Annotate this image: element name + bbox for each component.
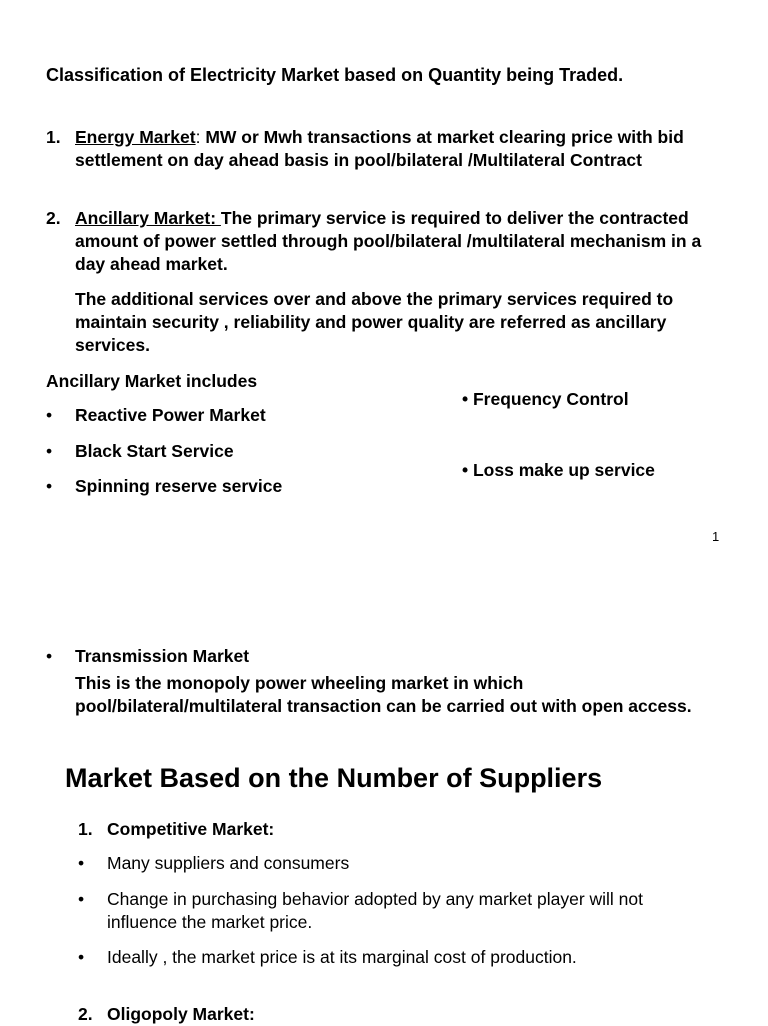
ancillary-market-term: Ancillary Market: [75,208,221,228]
list-number: 2. [46,208,61,228]
list-item-frequency-control: • Frequency Control [462,389,629,409]
bullet-icon: • [46,405,53,425]
bullet-icon: • [78,853,85,873]
page-title: Classification of Electricity Market based on Quantity being Traded. [46,65,624,85]
list-item-ancillary-market [46,207,726,276]
additional-services-paragraph: The additional services over and above the primary services required to maintain security , reliability and power quality are referred as ancillary services. [75,289,674,355]
bullet-icon: • [78,947,85,967]
list-item: • Many suppliers and consumers [78,853,350,873]
list-item-transmission-market [46,645,726,718]
list-number: 1. [46,127,61,147]
oligopoly-market-label: Oligopoly Market: [107,1004,255,1024]
bullet-icon: • [46,441,53,461]
energy-market-colon: : [195,127,201,147]
competitive-market-label: Competitive Market: [107,819,275,839]
bullet-icon: • [78,889,85,909]
energy-market-text: MW or Mwh transactions at market clearing price with bid settlement on day ahead basis in pool/bilateral /Multilateral Contract [75,127,684,170]
list-item: • Reactive Power Market [46,405,266,425]
list-number: 1. [78,819,93,839]
list-item: • Black Start Service [46,441,234,461]
transmission-label: Transmission Market [75,646,250,666]
bullet-icon: • [46,646,53,666]
list-item-energy-market [46,126,726,172]
energy-market-term: Energy Market [75,127,196,147]
bullet-icon: • [46,476,53,496]
list-number: 2. [78,1004,93,1024]
list-item: • Ideally , the market price is at its marginal cost of production. [78,947,577,967]
ancillary-includes-label: Ancillary Market includes [46,371,258,391]
list-item-competitive-market [78,818,274,841]
list-item: • Change in purchasing behavior adopted by any market player will not influence the market price. [78,889,644,932]
transmission-text: This is the monopoly power wheeling market in which pool/bilateral/multilateral transaction can be carried out with open access. [75,673,692,716]
page-number: 1 [712,529,720,544]
list-item-loss-make-up: • Loss make up service [462,460,655,480]
ancillary-market-text: The primary service is required to deliver the contracted amount of power settled through pool/bilateral /multilateral mechanism in a day ahead market. [75,208,702,274]
section-heading: Market Based on the Number of Suppliers [65,763,603,793]
list-item: • Spinning reserve service [46,476,283,496]
list-item-oligopoly-market [78,1003,255,1026]
